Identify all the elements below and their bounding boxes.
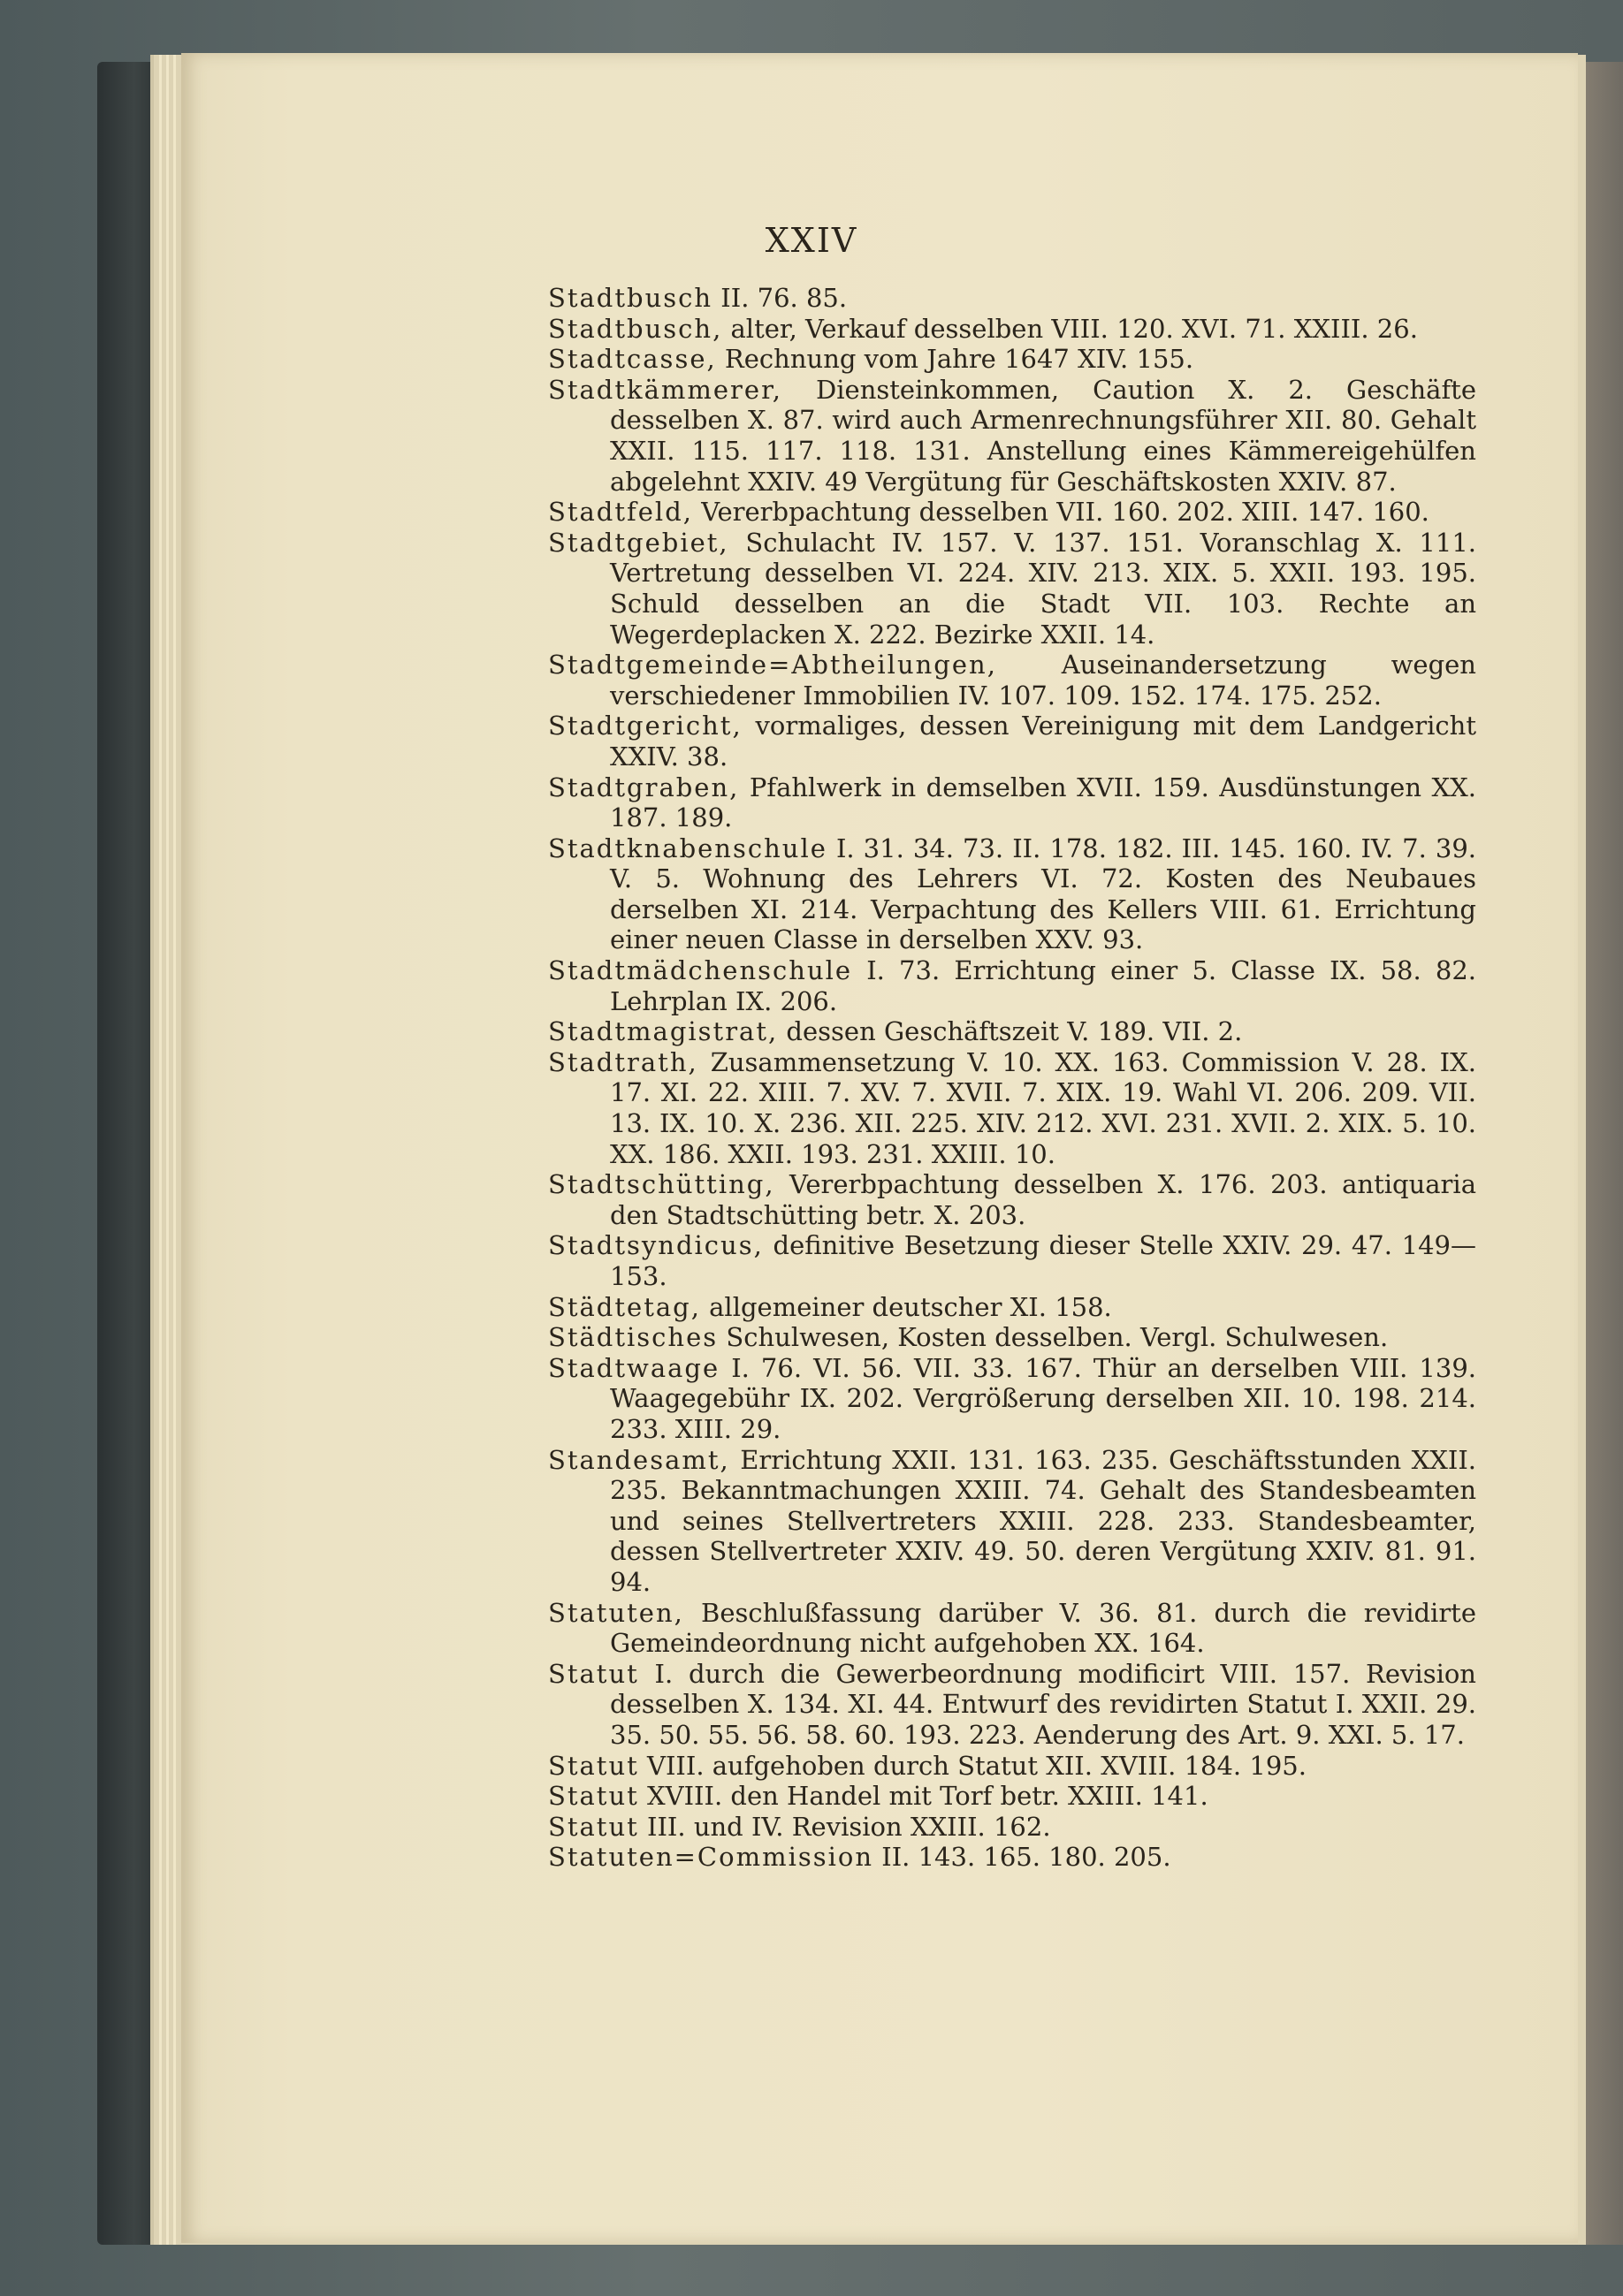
index-entry — [548, 283, 1476, 314]
index-entry — [548, 1659, 1476, 1751]
entry-text: II. 143. 165. 180. 205. — [873, 1842, 1171, 1873]
entry-headword: Statut — [548, 1811, 639, 1842]
entry-headword: Statut — [548, 1781, 639, 1812]
index-entry — [548, 497, 1476, 528]
index-entry — [548, 344, 1476, 375]
entry-text: Auseinandersetzung wegen verschiedener Immobilien IV. 107. 109. 152. 174. 175. 252. — [610, 650, 1476, 711]
entry-headword: Stadtkämmerer, — [548, 374, 782, 405]
index-entry — [548, 772, 1476, 833]
index-entry — [548, 1812, 1476, 1843]
index-entry — [548, 528, 1476, 650]
entry-text: allgemeiner deutscher XI. 158. — [700, 1291, 1112, 1322]
index-entry — [548, 1047, 1476, 1169]
index-entry — [548, 1781, 1476, 1812]
index-entry — [548, 1292, 1476, 1323]
index-entry — [548, 650, 1476, 711]
entry-text: II. 76. 85. — [712, 283, 848, 313]
index-entry — [548, 1445, 1476, 1598]
entry-headword: Stadtwaage — [548, 1352, 720, 1383]
entry-text: Vererbpachtung desselben X. 176. 203. antiquaria den Stadtschütting betr. X. 203. — [610, 1169, 1476, 1230]
page-number: XXIV — [765, 221, 858, 260]
entry-headword: Stadtbusch — [548, 283, 713, 313]
entry-headword: Stadtgebiet, — [548, 527, 729, 558]
index-entry — [548, 1598, 1476, 1659]
entry-headword: Stadtsyndicus, — [548, 1230, 764, 1261]
entry-text: Rechnung vom Jahre 1647 XIV. 155. — [716, 344, 1194, 375]
index-entry — [548, 1842, 1476, 1873]
entry-headword: Städtetag, — [548, 1291, 701, 1322]
entry-text: Zusammensetzung V. 10. XX. 163. Commission V. 28. IX. 17. XI. 22. XIII. 7. XV. 7. XVII. 7. XIX. 19. Wahl VI. 206. 209. VII. 13. IX. 10. X. 236. XII. 225. XIV. 212. XVI. 231. XVII. 2. XIX. 5. 10. XX. 186. XXII. 193. 231. XXIII. 10. — [610, 1046, 1476, 1169]
index-entry — [548, 833, 1476, 955]
entry-text: vormaliges, dessen Vereinigung mit dem Landgericht XXIV. 38. — [610, 711, 1476, 772]
entry-headword: Stadtschütting, — [548, 1169, 775, 1200]
entry-text: XVIII. den Handel mit Torf betr. XXIII. 141. — [638, 1781, 1208, 1812]
entry-text: VIII. aufgehoben durch Statut XII. XVIII. 184. 195. — [638, 1750, 1307, 1781]
index-entry — [548, 1230, 1476, 1291]
entry-text: alter, Verkauf desselben VIII. 120. XVI. 71. XXIII. 26. — [722, 313, 1418, 344]
entry-headword: Statuten, — [548, 1597, 684, 1628]
entry-text: I. 31. 34. 73. II. 178. 182. III. 145. 160. IV. 7. 39. V. 5. Wohnung des Lehrers VI. 72. Kosten des Neubaues derselben XI. 214. Verpachtung des Kellers VIII. 61. Errichtung einer neuen Classe in derselben XXV. 93. — [610, 832, 1476, 955]
entry-text: I. durch die Gewerbeordnung modificirt VIII. 157. Revision desselben X. 134. XI. 44. Entwurf des revidirten Statut I. XXII. 29. 35. 50. 55. 56. 58. 60. 193. 223. Aenderung des Art. 9. XXI. 5. 17. — [610, 1658, 1476, 1750]
entry-text: Schulwesen, Kosten desselben. Vergl. Schulwesen. — [718, 1322, 1389, 1353]
entry-headword: Stadtmagistrat, — [548, 1016, 779, 1047]
entry-text: I. 76. VI. 56. VII. 33. 167. Thür an derselben VIII. 139. Waagegebühr IX. 202. Vergrößerung derselben XII. 10. 198. 214. 233. XIII. 29. — [610, 1352, 1476, 1444]
entry-headword: Stadtgemeinde=Abtheilungen, — [548, 650, 997, 680]
entry-text: Diensteinkommen, Caution X. 2. Geschäfte desselben X. 87. wird auch Armenrechnungsführer XII. 80. Gehalt XXII. 115. 117. 118. 131. Anstellung eines Kämmereigehülfen abgelehnt XXIV. 49 Vergütung für Geschäftskosten XXIV. 87. — [610, 374, 1476, 497]
index-entry — [548, 711, 1476, 772]
entry-text: I. 73. Errichtung einer 5. Classe IX. 58. 82. Lehrplan IX. 206. — [610, 955, 1476, 1016]
entry-text: Errichtung XXII. 131. 163. 235. Geschäftsstunden XXII. 235. Bekanntmachungen XXIII. 74. Gehalt des Standesbeamten und seines Stellvertreters XXIII. 228. 233. Standesbeamter, dessen Stellvertreter XXIV. 49. 50. deren Vergütung XXIV. 81. 91. 94. — [610, 1444, 1476, 1597]
entry-headword: Stadtfeld, — [548, 497, 693, 528]
page-edge-line — [166, 55, 169, 2245]
entry-headword: Statut — [548, 1658, 639, 1689]
index-entries — [548, 283, 1476, 1873]
entry-headword: Statut — [548, 1750, 639, 1781]
entry-headword: Stadtcasse, — [548, 344, 717, 375]
entry-text: definitive Besetzung dieser Stelle XXIV. 29. 47. 149—153. — [610, 1230, 1476, 1291]
index-entry — [548, 1016, 1476, 1047]
entry-headword: Stadtrath, — [548, 1046, 698, 1077]
entry-headword: Stadtknabenschule — [548, 832, 827, 863]
index-entry — [548, 1353, 1476, 1445]
entry-headword: Städtisches — [548, 1322, 719, 1353]
entry-headword: Statuten=Commission — [548, 1842, 874, 1873]
entry-text: dessen Geschäftszeit V. 189. VII. 2. — [778, 1016, 1243, 1047]
entry-headword: Stadtgericht, — [548, 711, 743, 741]
index-entry — [548, 314, 1476, 345]
entry-headword: Standesamt, — [548, 1444, 730, 1475]
entry-headword: Stadtmädchenschule — [548, 955, 853, 986]
entry-text: Vererbpachtung desselben VII. 160. 202. XIII. 147. 160. — [692, 497, 1429, 528]
index-entry — [548, 1751, 1476, 1782]
entry-text: Pfahlwerk in demselben XVII. 159. Ausdünstungen XX. 187. 189. — [610, 772, 1476, 833]
index-entry — [548, 955, 1476, 1016]
entry-text: Schulacht IV. 157. V. 137. 151. Voranschlag X. 111. Vertretung desselben VI. 224. XIV. 213. XIX. 5. XXII. 193. 195. Schuld desselben an die Stadt VII. 103. Rechte an Wegerdeplacken X. 222. Bezirke XXII. 14. — [610, 527, 1476, 650]
page-edge-line — [159, 55, 162, 2245]
entry-headword: Stadtgraben, — [548, 772, 740, 802]
index-entry — [548, 1169, 1476, 1230]
entry-headword: Stadtbusch, — [548, 313, 723, 344]
index-entry — [548, 1322, 1476, 1353]
page-edge-line — [173, 55, 176, 2245]
entry-text: Beschlußfassung darüber V. 36. 81. durch die revidirte Gemeindeordnung nicht aufgehoben XX. 164. — [610, 1597, 1476, 1659]
entry-text: III. und IV. Revision XXIII. 162. — [638, 1811, 1051, 1842]
index-entry — [548, 375, 1476, 497]
